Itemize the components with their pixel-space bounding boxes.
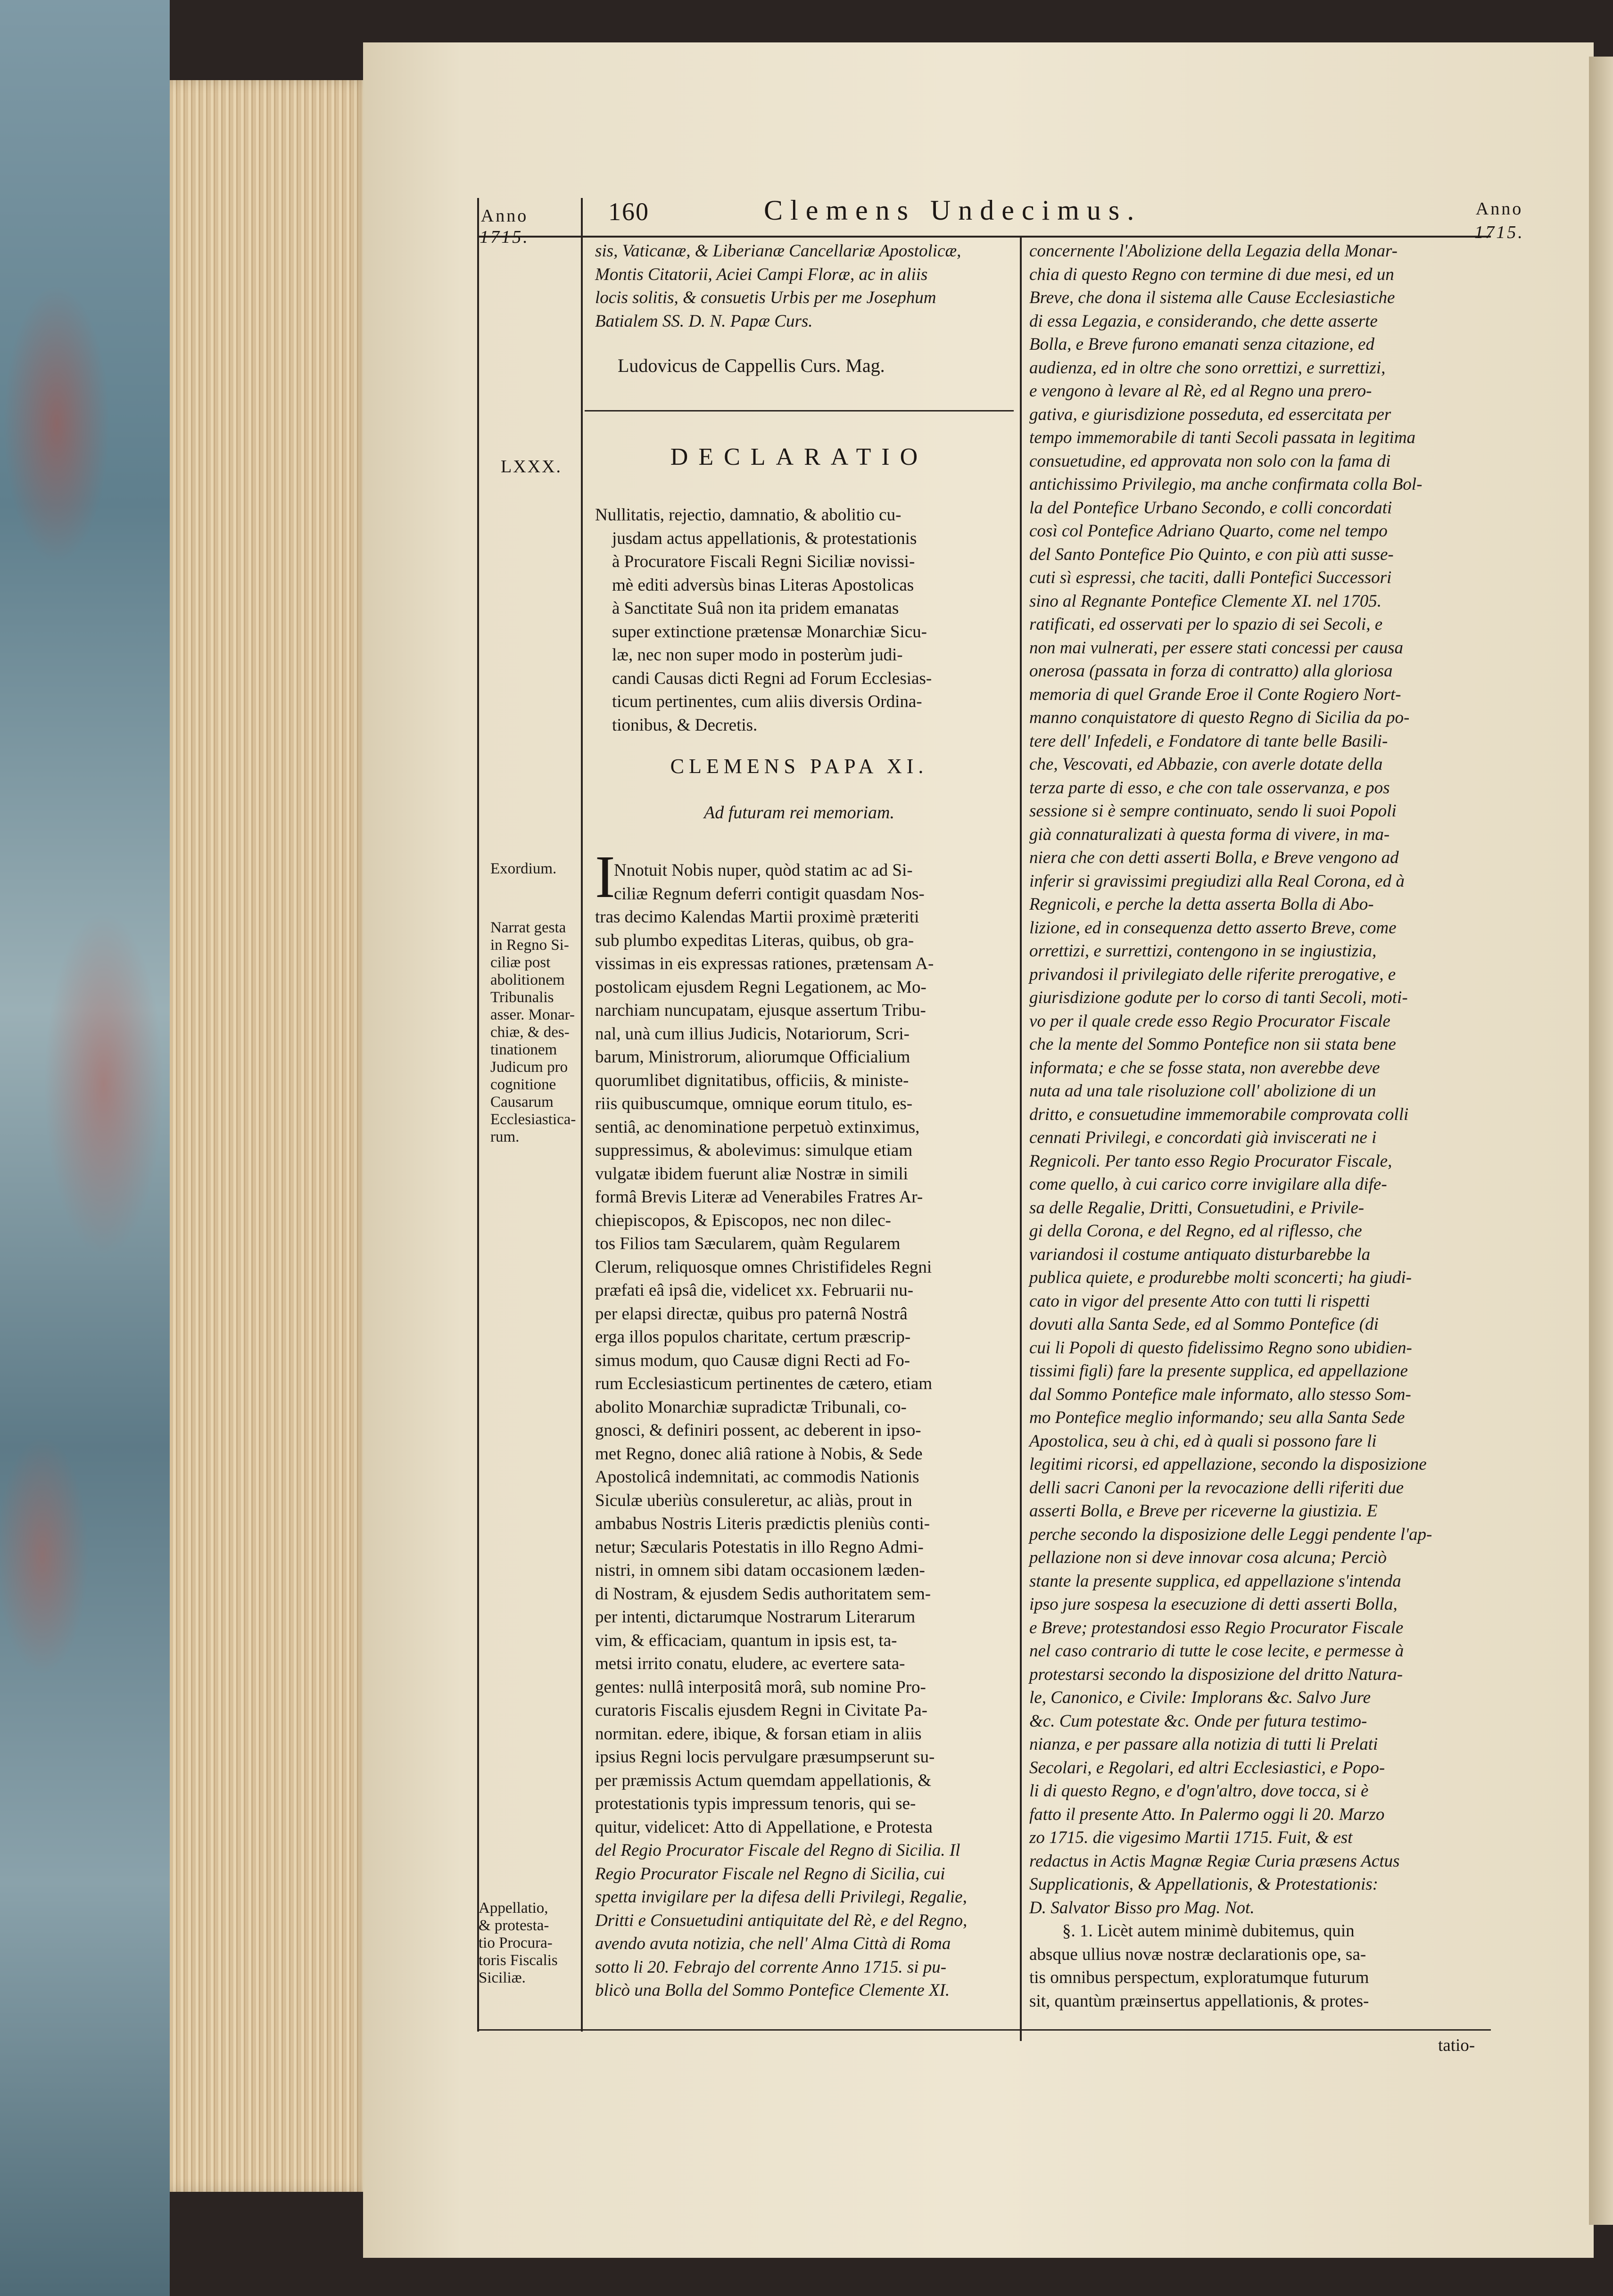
page-number: 160 <box>608 198 649 226</box>
margin-exordium: Exordium. <box>490 860 557 877</box>
margin-appellatio: Appellatio, & protesta- tio Procura- toris Fiscalis Siciliæ. <box>479 1900 558 1986</box>
drop-cap: I <box>595 843 615 910</box>
center-column-rule <box>1020 236 1022 2041</box>
declaratio-title: DECLARATIO <box>670 444 928 470</box>
left-column-intro: sis, Vaticanæ, & Liberianæ Cancellariæ Apostolicæ, Montis Citatorii, Aciei Campi Floræ, ac in aliis locis solitis, & consuetis Urbis per me Josephum Batialem SS. D. N. Papæ Curs. <box>595 241 961 331</box>
signature: Ludovicus de Cappellis Curs. Mag. <box>618 355 885 376</box>
page-edges <box>170 80 372 2192</box>
running-title: Clemens Undecimus. <box>764 195 1142 226</box>
left-column-rule <box>581 198 583 2032</box>
marbled-cover <box>0 0 170 2296</box>
header-rule <box>477 236 1491 238</box>
year-left: 1715. <box>480 227 529 247</box>
right-column-body: concernente l'Abolizione della Legazia della Monar- chia di questo Regno con termine di due mesi, ed un Breve, che dona il sistema alle Cause Ecclesiastiche di essa Legazia, e considerando, che dette asserte Bolla, e Breve furono emanati senza citazione, ed audienza, ed in oltre che sono orrettizi, e surrettizi, e vengono à levare al Rè, ed al Regno una prero- gativa, e giurisdizione posseduta, ed essercitata per tempo immemorabile di tanti Secoli passata in legitima consuetudine, ed approvata non solo con la fama di antichissimo Privilegio, ma anche confirmata colla Bol- la del Pontefice Urbano Secondo, e colli concordati così col Pontefice Adriano Quarto, come nel tempo del Santo Pontefice Pio Quinto, e con più atti susse- cuti sì espressi, che taciti, dalli Pontefici Successori sino al Regnante Pontefice Clemente XI. nel 1705. ratificati, ed osservati per lo spazio di sei Secoli, e non mai vulnerati, per essere stati concessi per causa onerosa (passata in forza di contratto) alla gloriosa memoria di quel Grande Eroe il Conte Rogiero Nort- manno conquistatore di questo Regno di Sicilia da po- tere dell' Infedeli, e Fondatore di tante belle Basili- che, Vescovati, ed Abbazie, con averle dotate della terza parte di esso, e che con tale osservanza, e pos sessione si è sempre continuato, sendo li suoi Popoli già connaturalizati à questa forma di vivere, in ma- niera che con detti asserti Bolla, e Breve vengono ad inferir si gravissimi pregiudizi alla Real Corona, ed à Regnicoli, e perche la detta asserta Bolla di Abo- lizione, ed in consequenza detto asserto Breve, come orrettizi, e surrettizi, contengono in se ingiustizia, privandosi il privilegiato delle riferite prerogative, e giurisdizione godute per lo corso di tanti Secoli, moti- vo per il quale crede esso Regio Procurator Fiscale che la mente del Sommo Pontefice non sii stata bene informata; e che se fosse stata, non averebbe deve nuta ad una tale risoluzione coll' abolizione di un dritto, e consuetudine immemorabile comprovata colli cennati Privilegi, e concordati già inviscerati ne i Regnicoli. Per tanto esso Regio Procurator Fiscale, come quello, à cui carico corre invigilare alla dife- sa delle Regalie, Dritti, Consuetudini, e Privile- gi della Corona, e del Regno, ed al riflesso, che variandosi il costume antiquato disturbarebbe la publica quiete, e produrebbe molti sconcerti; ha giudi- cato in vigor del presente Atto con tutti li rispetti dovuti alla Santa Sede, ed al Sommo Pontefice (di cui li Popoli di questo fidelissimo Regno sono ubidien- tissimi figli) fare la presente supplica, ed appellazione dal Sommo Pontefice male informato, allo stesso Som- mo Pontefice meglio informando; seu alla Santa Sede Apostolica, seu à chi, ed à quali si possono fare li legitimi ricorsi, ed appellazione, secondo la disposizione delli sacri Canoni per la revocazione delli riferiti due asserti Bolla, e Breve per riceverne la giustizia. E perche secondo la disposizione delle Leggi pendente l'ap- pellazione non si deve innovar cosa alcuna; Perciò stante la presente supplica, ed appellazione s'intenda ipso jure sospesa la esecuzione di detti asserti Bolla, e Breve; protestandosi esso Regio Procurator Fiscale nel caso contrario di tutte le cose lecite, e permesse à protestarsi secondo la disposizione del dritto Natura- le, Canonico, e Civile: Implorans &c. Salvo Jure &c. Cum potestate &c. Onde per futura testimo- nianza, e per passare alla notizia di tutti li Prelati Secolari, e Regolari, ed altri Ecclesiastici, e Popo- li di questo Regno, e d'ogn'altro, dove tocca, si è fatto il presente Atto. In Palermo oggi li 20. Marzo zo 1715. die vigesimo Martii 1715. Fuit, & est redactus in Actis Magnæ Regiæ Curia præsens Actus Supplicationis, & Appellationis, & Protestationis: D. Salvator Bisso pro Mag. Not. §. 1. Licèt autem minimè dubitemus, quin absque ullius novæ nostræ declarationis ope, sa- tis omnibus perspectum, exploratumque futurum sit, quantùm præinsertus appellationis, & protes- <box>1029 241 1432 2011</box>
left-column-body: Nnotuit Nobis nuper, quòd statim ac ad Si- ciliæ Regnum deferri contigit quasdam Nos- tras decimo Kalendas Martii proximè præteriti sub plumbo expeditas Literas, quibus, ob gra- vissimas in eis expressas rationes, prætensam A- postolicam ejusdem Regni Legationem, ac Mo- narchiam nuncupatam, ejusque assertum Tribu- nal, unà cum illius Judicis, Notariorum, Scri- barum, Ministrorum, aliorumque Officialium quorumlibet dignitatibus, officiis, & ministe- riis quibuscumque, omnique eorum titulo, es- sentiâ, ac denominatione perpetuò extinximus, suppressimus, & abolevimus: simulque etiam vulgatæ ibidem fuerunt aliæ Nostræ in simili formâ Brevis Literæ ad Venerabiles Fratres Ar- chiepiscopos, & Episcopos, nec non dilec- tos Filios tam Sæcularem, quàm Regularem Clerum, reliquosque omnes Christifideles Regni præfati eâ ipsâ die, videlicet xx. Februarii nu- per elapsi directæ, quibus pro paternâ Nostrâ erga illos populos charitate, certum præscrip- simus modum, quo Causæ digni Recti ad Fo- rum Ecclesiasticum pertinentes de cætero, etiam abolito Monarchiæ supradictæ Tribunali, co- gnosci, & definiri possent, ac deberent in ipso- met Regno, donec aliâ ratione à Nobis, & Sede Apostolicâ indemnitati, ac commodis Nationis Siculæ uberiùs consuleretur, ac aliàs, prout in ambabus Nostris Literis prædictis pleniùs conti- netur; Sæcularis Potestatis in illo Regno Admi- nistri, in omnem sibi datam occasionem læden- di Nostram, & ejusdem Sedis authoritatem sem- per intenti, dictarumque Nostrarum Literarum vim, & efficaciam, quantum in ipsis est, ta- metsi irrito conatu, eludere, ac evertere sata- gentes: nullâ interpositâ morâ, sub nomine Pro- curatoris Fiscalis ejusdem Regni in Civitate Pa- normitan. edere, ibique, & forsan etiam in aliis ipsius Regni locis pervulgare præsumpserunt su- per præmissis Actum quemdam appellationis, & protestationis typis impressum tenoris, qui se- quitur, videlicet: Atto di Appellatione, e Protesta del Regio Procurator Fiscale del Regno di Sicilia. Il Regio Procurator Fiscale nel Regno di Sicilia, cui spetta invigilare per la difesa delli Privilegi, Regalie, Dritti e Consuetudini antiquitate del Rè, e del Regno, avendo avuta notizia, che nell' Alma Città di Roma sotto li 20. Febrajo del corrente Anno 1715. si pu- blicò una Bolla del Sommo Pontefice Clemente XI. <box>595 861 968 2000</box>
year-right: 1715. <box>1474 222 1524 242</box>
memoria: Ad futuram rei memoriam. <box>704 803 894 823</box>
margin-narrat: Narrat gesta in Regno Si- ciliæ post abolitionem Tribunalis asser. Monar- chiæ, & des- tinationem Judicum pro cognitione Causarum Ecclesiastica- rum. <box>490 919 576 1145</box>
next-page-edge <box>1589 57 1613 2225</box>
anno-right: Anno <box>1475 199 1523 219</box>
catchword: tatio- <box>1438 2036 1475 2055</box>
left-margin-rule <box>477 198 479 2032</box>
anno-left: Anno <box>480 206 529 226</box>
declaratio-text: Nullitatis, rejectio, damnatio, & abolitio cu- jusdam actus appellationis, & protestationis à Procuratore Fiscali Regni Siciliæ novissi- mè editi adversùs binas Literas Apostolicas à Sanctitate Suâ non ita pridem emanatas super extinctione prætensæ Monarchiæ Sicu- læ, nec non super modo in posterùm judi- candi Causas dicti Regni ad Forum Ecclesias- ticum pertinentes, cum aliis diversis Ordina- tionibus, & Decretis. <box>595 505 932 735</box>
clemens-title: CLEMENS PAPA XI. <box>670 755 928 778</box>
footer-rule <box>477 2029 1491 2031</box>
section-number: LXXX. <box>501 457 562 477</box>
section-rule <box>585 410 1014 411</box>
